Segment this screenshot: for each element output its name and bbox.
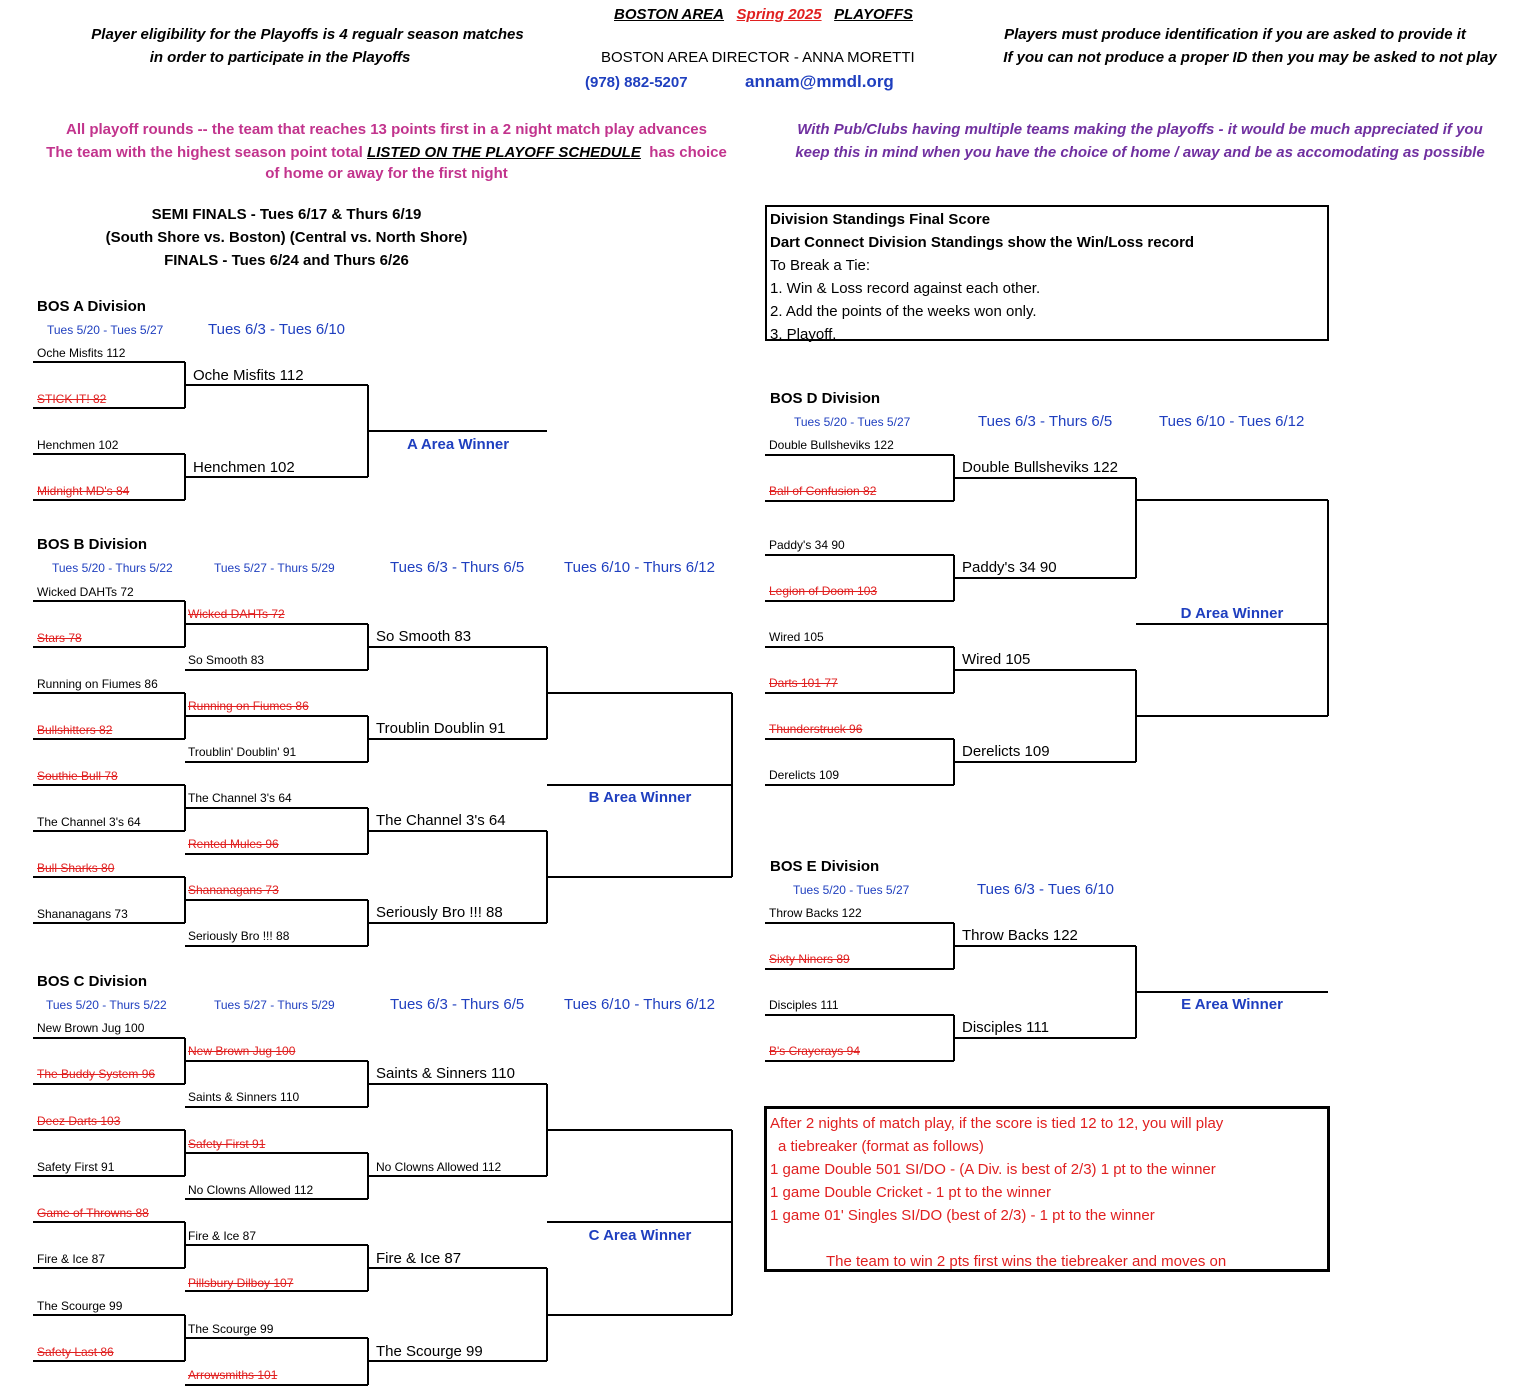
- team-slot: Double Bullsheviks 122: [962, 459, 1118, 476]
- team-slot-eliminated: Safety Last 86: [37, 1345, 114, 1359]
- team-slot: Shananagans 73: [37, 907, 128, 921]
- team-slot: Paddy's 34 90: [962, 559, 1057, 576]
- team-slot: Troublin' Doublin' 91: [188, 745, 297, 759]
- division-a-round1-dates: Tues 5/20 - Tues 5/27: [47, 323, 164, 337]
- team-slot: Wicked DAHTs 72: [37, 585, 134, 599]
- team-slot: Throw Backs 122: [769, 906, 862, 920]
- team-slot-eliminated: Wicked DAHTs 72: [188, 607, 285, 621]
- director-email[interactable]: annam@mmdl.org: [745, 72, 894, 91]
- team-slot: Saints & Sinners 110: [188, 1090, 300, 1104]
- team-slot: Safety First 91: [37, 1160, 115, 1174]
- team-slot: The Scourge 99: [37, 1299, 123, 1313]
- area-director: BOSTON AREA DIRECTOR - ANNA MORETTI: [601, 49, 915, 66]
- division-e-winner: E Area Winner: [1181, 996, 1283, 1013]
- division-a-winner: A Area Winner: [406, 436, 510, 453]
- team-slot: Derelicts 109: [962, 743, 1050, 760]
- standings-line: Dart Connect Division Standings show the Win/Loss record: [770, 234, 1195, 251]
- team-slot-eliminated: Safety First 91: [188, 1137, 266, 1151]
- team-slot: Wired 105: [769, 630, 824, 644]
- page-title: BOSTON AREA Spring 2025 PLAYOFFS: [614, 6, 913, 23]
- team-slot: The Channel 3's 64: [37, 815, 141, 829]
- team-slot: Paddy's 34 90: [769, 538, 845, 552]
- division-e-title: BOS E Division: [770, 858, 880, 875]
- id-line-1: Players must produce identification if you are asked to provide it: [1004, 26, 1466, 43]
- tiebreaker-line: 1 game 01' Singles SI/DO (best of 2/3) - 1 pt to the winner: [770, 1207, 1155, 1224]
- team-slot-eliminated: Midnight MD's 84: [37, 484, 130, 498]
- team-slot-eliminated: Rented Mules 96: [188, 837, 279, 851]
- division-b-round1-dates: Tues 5/20 - Thurs 5/22: [52, 561, 173, 575]
- division-d-round2-dates: Tues 6/3 - Thurs 6/5: [978, 413, 1113, 430]
- team-slot-eliminated: Deez Darts 103: [37, 1114, 121, 1128]
- team-slot-eliminated: The Buddy System 96: [37, 1067, 156, 1081]
- team-slot: So Smooth 83: [188, 653, 265, 667]
- team-slot-eliminated: Ball of Confusion 82: [769, 484, 877, 498]
- team-slot: So Smooth 83: [376, 628, 472, 645]
- team-slot: Troublin Doublin 91: [376, 720, 506, 737]
- team-slot-eliminated: Bull Sharks 80: [37, 861, 115, 875]
- tiebreaker-line: 1 game Double Cricket - 1 pt to the winner: [770, 1184, 1051, 1201]
- team-slot-eliminated: Bullshitters 82: [37, 723, 113, 737]
- team-slot: Seriously Bro !!! 88: [376, 904, 503, 921]
- division-c-round3-dates: Tues 6/3 - Thurs 6/5: [390, 996, 525, 1013]
- division-b-round2-dates: Tues 5/27 - Thurs 5/29: [214, 561, 335, 575]
- team-slot: No Clowns Allowed 112: [376, 1160, 502, 1174]
- division-c-title: BOS C Division: [37, 973, 148, 990]
- team-slot: Seriously Bro !!! 88: [188, 929, 290, 943]
- division-d-winner: D Area Winner: [1180, 605, 1284, 622]
- division-b-round4-dates: Tues 6/10 - Thurs 6/12: [564, 559, 715, 576]
- team-slot: The Channel 3's 64: [376, 812, 506, 829]
- team-slot: Disciples 111: [769, 998, 839, 1012]
- division-b-round3-dates: Tues 6/3 - Thurs 6/5: [390, 559, 525, 576]
- division-c-round4-dates: Tues 6/10 - Thurs 6/12: [564, 996, 715, 1013]
- team-slot-eliminated: Darts 101 77: [769, 676, 838, 690]
- tiebreaker-line: 1 game Double 501 SI/DO - (A Div. is best of 2/3) 1 pt to the winner: [770, 1161, 1216, 1178]
- team-slot: The Scourge 99: [376, 1343, 483, 1360]
- division-d-round3-dates: Tues 6/10 - Tues 6/12: [1159, 413, 1305, 430]
- semi-finals-dates: SEMI FINALS - Tues 6/17 & Thurs 6/19: [151, 206, 422, 223]
- team-slot: Fire & Ice 87: [376, 1250, 462, 1267]
- team-slot-eliminated: New Brown Jug 100: [188, 1044, 296, 1058]
- standings-box: [765, 205, 1329, 341]
- team-slot: Derelicts 109: [769, 768, 840, 782]
- team-slot: Henchmen 102: [37, 438, 119, 452]
- team-slot: Disciples 111: [962, 1019, 1049, 1036]
- rule-line-2: The team with the highest season point total LISTED ON THE PLAYOFF SCHEDULE has choice: [46, 144, 727, 161]
- team-slot: Oche Misfits 112: [37, 346, 126, 360]
- team-slot-eliminated: Arrowsmiths 101: [188, 1368, 278, 1382]
- division-e-round1-dates: Tues 5/20 - Tues 5/27: [793, 883, 910, 897]
- division-b-winner: B Area Winner: [588, 789, 692, 806]
- eligibility-line-2: in order to participate in the Playoffs: [149, 49, 411, 66]
- standings-line: To Break a Tie:: [770, 257, 871, 274]
- tiebreaker-line: After 2 nights of match play, if the score is tied 12 to 12, you will play: [770, 1115, 1224, 1132]
- team-slot-eliminated: Southie Bull 78: [37, 769, 118, 783]
- team-slot-eliminated: STICK IT! 82: [37, 392, 107, 406]
- team-slot: Double Bullsheviks 122: [769, 438, 894, 452]
- standings-line: 2. Add the points of the weeks won only.: [770, 303, 1037, 320]
- team-slot-eliminated: Stars 78: [37, 631, 82, 645]
- team-slot: New Brown Jug 100: [37, 1021, 145, 1035]
- standings-line: Division Standings Final Score: [770, 211, 991, 228]
- team-slot-eliminated: Game of Throwns 88: [37, 1206, 149, 1220]
- team-slot: Throw Backs 122: [962, 927, 1078, 944]
- team-slot-eliminated: Legion of Doom 103: [769, 584, 878, 598]
- team-slot: Wired 105: [962, 651, 1031, 668]
- team-slot: No Clowns Allowed 112: [188, 1183, 314, 1197]
- courtesy-line-1: With Pub/Clubs having multiple teams making the playoffs - it would be much appreciated if you: [797, 121, 1483, 138]
- tiebreaker-box: [764, 1106, 1330, 1272]
- division-d-title: BOS D Division: [770, 390, 881, 407]
- team-slot: Fire & Ice 87: [188, 1229, 257, 1243]
- division-e-round2-dates: Tues 6/3 - Tues 6/10: [977, 881, 1115, 898]
- standings-line: 1. Win & Loss record against each other.: [770, 280, 1041, 297]
- team-slot: Fire & Ice 87: [37, 1252, 106, 1266]
- division-a-title: BOS A Division: [37, 298, 146, 315]
- rule-line-1: All playoff rounds -- the team that reaches 13 points first in a 2 night match play advances: [66, 121, 707, 138]
- team-slot-eliminated: Pillsbury Dilboy 107: [188, 1276, 294, 1290]
- division-a-round2-dates: Tues 6/3 - Tues 6/10: [208, 321, 346, 338]
- team-slot: The Scourge 99: [188, 1322, 274, 1336]
- eligibility-line-1: Player eligibility for the Playoffs is 4 regualr season matches: [91, 26, 524, 43]
- id-line-2: If you can not produce a proper ID then you may be asked to not play: [1003, 49, 1497, 66]
- team-slot: Running on Fiumes 86: [37, 677, 158, 691]
- rule-line-3: of home or away for the first night: [265, 165, 508, 182]
- semi-finals-matchups: (South Shore vs. Boston) (Central vs. North Shore): [105, 229, 468, 246]
- team-slot-eliminated: Sixty Niners 89: [769, 952, 850, 966]
- team-slot-eliminated: Shananagans 73: [188, 883, 279, 897]
- tiebreaker-line: a tiebreaker (format as follows): [778, 1138, 984, 1155]
- team-slot-eliminated: Running on Fiumes 86: [188, 699, 309, 713]
- finals-dates: FINALS - Tues 6/24 and Thurs 6/26: [164, 252, 409, 269]
- team-slot: The Channel 3's 64: [188, 791, 292, 805]
- tiebreaker-line: The team to win 2 pts first wins the tiebreaker and moves on: [826, 1253, 1227, 1270]
- division-c-round2-dates: Tues 5/27 - Thurs 5/29: [214, 998, 335, 1012]
- director-phone: (978) 882-5207: [585, 74, 688, 91]
- division-c-round1-dates: Tues 5/20 - Thurs 5/22: [46, 998, 167, 1012]
- team-slot-eliminated: Thunderstruck 96: [769, 722, 863, 736]
- team-slot-eliminated: B's Crayerays 94: [769, 1044, 860, 1058]
- team-slot: Henchmen 102: [193, 459, 295, 476]
- division-c-winner: C Area Winner: [588, 1227, 692, 1244]
- team-slot: Oche Misfits 112: [193, 367, 304, 384]
- division-b-title: BOS B Division: [37, 536, 148, 553]
- courtesy-line-2: keep this in mind when you have the choice of home / away and be as accomodating as possible: [795, 144, 1485, 161]
- standings-line: 3. Playoff.: [770, 326, 837, 343]
- team-slot: Saints & Sinners 110: [376, 1065, 515, 1082]
- division-d-round1-dates: Tues 5/20 - Tues 5/27: [794, 415, 911, 429]
